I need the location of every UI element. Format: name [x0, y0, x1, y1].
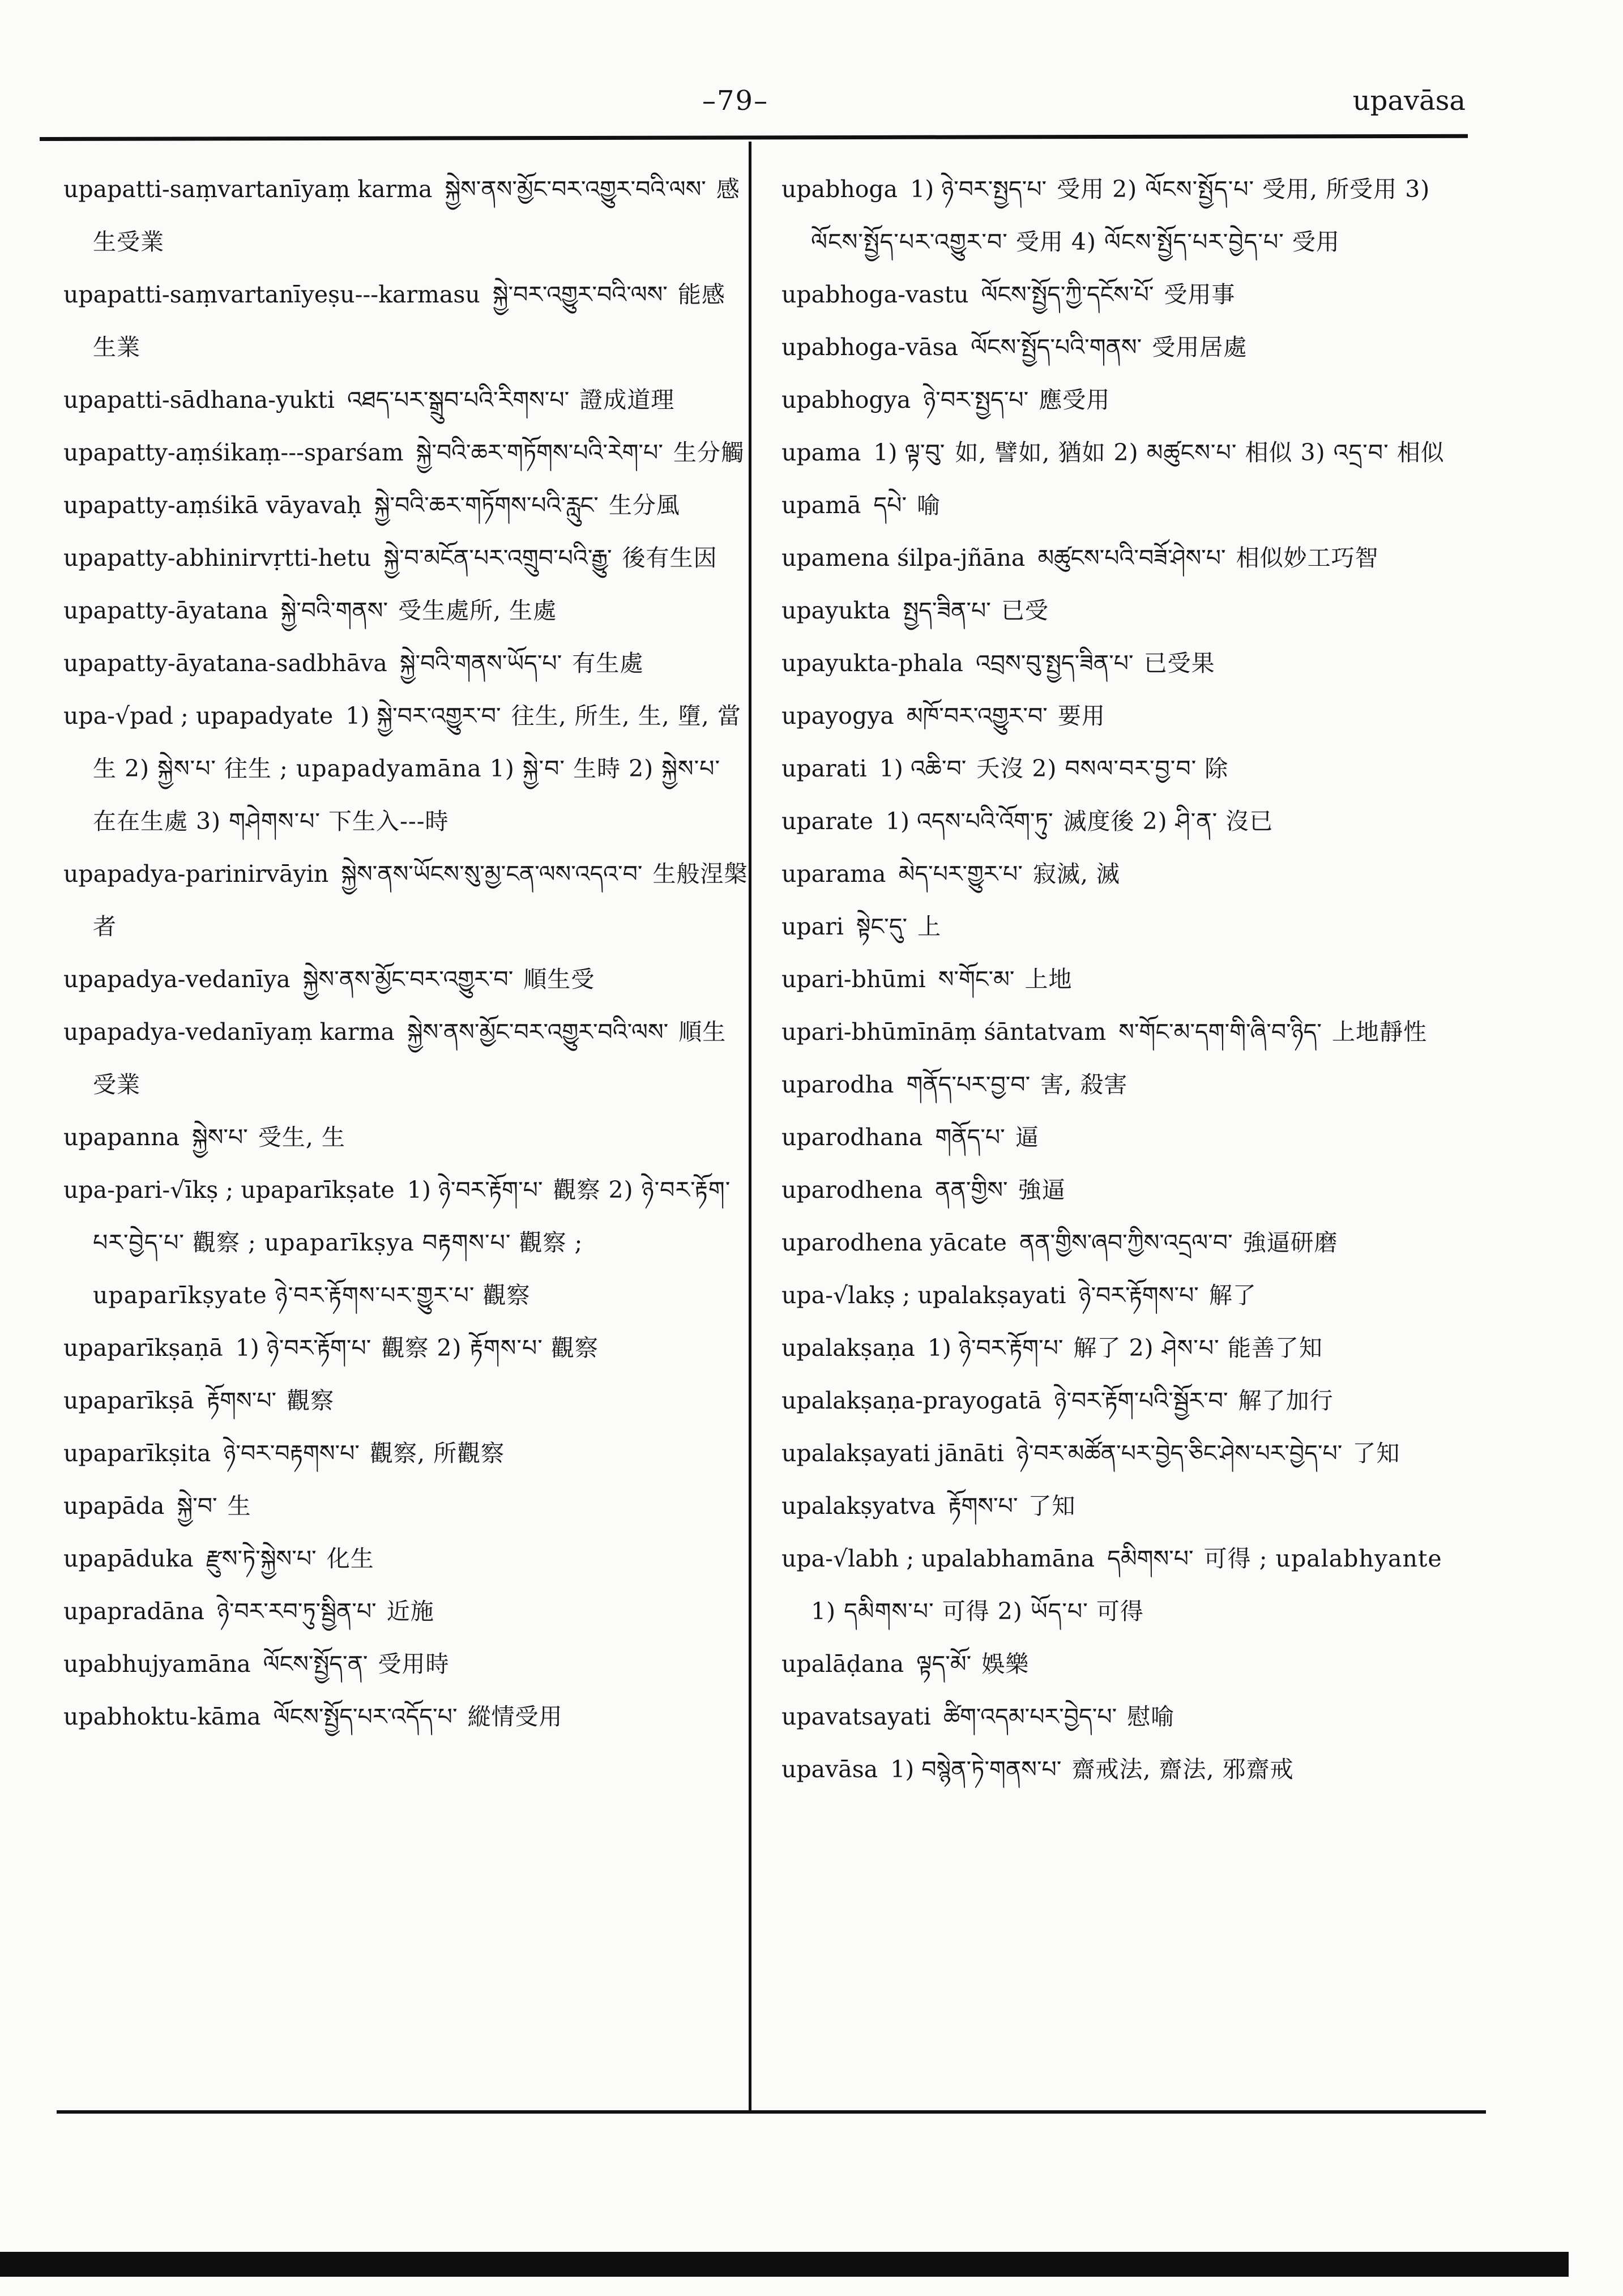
tibetan-equivalent: ས་གོང་མ་: [938, 966, 1015, 993]
dictionary-entry: [781, 1427, 1467, 1480]
chinese-equivalent: 了知: [1028, 1492, 1076, 1520]
dictionary-entry: [781, 1111, 1467, 1164]
tibetan-equivalent: མེད་པར་གྱུར་པ་: [898, 860, 1023, 887]
headword: upapanna: [63, 1124, 180, 1151]
dictionary-entry: [63, 637, 749, 690]
headword: uparodhana: [781, 1124, 923, 1151]
chinese-equivalent: 上地靜性: [1332, 1018, 1427, 1045]
tibetan-equivalent: ཚིག་འདམ་པར་བྱེད་པ་: [943, 1703, 1117, 1730]
dictionary-entry: [63, 1480, 749, 1533]
tibetan-equivalent: སྐྱེ་བའི་ཆར་གཏོགས་པའི་རླུང་: [374, 492, 599, 519]
dictionary-entry: [63, 163, 749, 268]
dictionary-entry: [63, 848, 749, 953]
tibetan-equivalent: མཁོ་བར་འགྱུར་བ་: [906, 702, 1048, 729]
chinese-equivalent: 觀察: [287, 1387, 335, 1414]
tibetan-equivalent: 1) འདས་པའི་འོག་ཏུ་: [885, 808, 1053, 835]
headword: upalāḍana: [781, 1650, 904, 1678]
headword: upa-√labh ; upalabhamāna: [781, 1545, 1095, 1572]
chinese-equivalent: 夭沒 2) བསལ་བར་བྱ་བ་ 除: [976, 755, 1229, 782]
headword: upapradāna: [63, 1598, 204, 1625]
chinese-equivalent: 上: [917, 913, 942, 940]
headword: upabhujyamāna: [63, 1650, 251, 1678]
dictionary-entry: [781, 742, 1467, 795]
tibetan-equivalent: སྐྱེས་ནས་མྱོང་བར་འགྱུར་བ་: [302, 966, 514, 993]
headword: uparama: [781, 860, 886, 887]
chinese-equivalent: 滅度後 2) ཤི་ན་ 沒已: [1063, 808, 1274, 835]
tibetan-equivalent: གནོད་པར་བྱ་བ་: [906, 1071, 1031, 1098]
dictionary-entry: [781, 1480, 1467, 1533]
headword: upabhoga-vāsa: [781, 334, 959, 361]
headword: upa-pari-√īkṣ ; upaparīkṣate: [63, 1176, 395, 1204]
headword: upapatty-āyatana-sadbhāva: [63, 650, 387, 677]
chinese-equivalent: 生: [227, 1492, 251, 1520]
dictionary-entry: [781, 321, 1467, 374]
dictionary-entry: [781, 532, 1467, 584]
tibetan-equivalent: ལོངས་སྤྱོད་ཀྱི་དངོས་པོ་: [981, 281, 1154, 308]
dictionary-entry: [63, 1585, 749, 1638]
tibetan-equivalent: 1) འཆི་བ་: [879, 755, 967, 782]
chinese-equivalent: 順生受業: [93, 1018, 727, 1098]
headword: uparati: [781, 755, 867, 782]
dictionary-entry: [781, 1006, 1467, 1059]
dictionary-entry: [63, 584, 749, 637]
chinese-equivalent: 應受用: [1039, 386, 1111, 413]
tibetan-equivalent: སྟེང་དུ་: [856, 913, 908, 940]
dictionary-entry: [781, 637, 1467, 690]
tibetan-equivalent: 1) ཉེ་བར་རྟོག་པ་: [235, 1334, 371, 1362]
dictionary-entry: [781, 901, 1467, 953]
tibetan-equivalent: སྐྱེས་པ་: [192, 1124, 248, 1151]
left-column: [63, 163, 749, 1743]
tibetan-equivalent: ས་གོང་མ་དག་གི་ཞི་བ་ཉིད་: [1118, 1018, 1322, 1045]
chinese-equivalent: 受用居處: [1152, 334, 1248, 361]
chinese-equivalent: 受生處所, 生處: [398, 597, 557, 624]
headword: upavāsa: [781, 1756, 878, 1783]
tibetan-equivalent: སྐྱེས་ནས་ཡོངས་སུ་མྱ་ངན་ལས་འདའ་བ་: [341, 860, 643, 887]
tibetan-equivalent: 1) ལྟ་བུ་: [873, 439, 945, 466]
chinese-equivalent: 娛樂: [981, 1650, 1030, 1678]
dictionary-entry: [781, 479, 1467, 532]
headword: upalakṣaṇa: [781, 1334, 915, 1362]
chinese-equivalent: 解了加行: [1238, 1387, 1334, 1414]
tibetan-equivalent: སྐྱེ་བ་མངོན་པར་འགྲུབ་པའི་རྒྱུ་: [383, 544, 612, 571]
chinese-equivalent: 能感生業: [93, 281, 725, 361]
headword: upapadya-vedanīyaṃ karma: [63, 1018, 395, 1045]
dictionary-entry: [63, 1691, 749, 1743]
headword: upamena śilpa-jñāna: [781, 544, 1026, 571]
tibetan-equivalent: སྐྱེ་བའི་གནས་ཡོད་པ་: [399, 650, 562, 677]
headword: upapadya-vedanīya: [63, 966, 291, 993]
chinese-equivalent: 喻: [917, 492, 941, 519]
tibetan-equivalent: དམིགས་པ་: [1107, 1545, 1194, 1572]
dictionary-entry: [63, 1111, 749, 1164]
chinese-equivalent: 順生受: [523, 966, 595, 993]
headword: uparodhena yācate: [781, 1229, 1007, 1256]
chinese-equivalent: 有生處: [572, 650, 644, 677]
chinese-equivalent: 齋戒法, 齋法, 邪齋戒: [1071, 1756, 1294, 1783]
tibetan-equivalent: སྐྱེས་ནས་མྱོང་བར་འགྱུར་བའི་ལས་: [445, 176, 706, 203]
headword: upabhogya: [781, 386, 911, 413]
dictionary-entry: [63, 426, 749, 479]
dictionary-entry: [63, 1638, 749, 1691]
headword: upa-√pad ; upapadyate: [63, 702, 334, 729]
dictionary-entry: [63, 1375, 749, 1427]
headword: upama: [781, 439, 861, 466]
chinese-equivalent: 觀察 2) རྟོགས་པ་ 觀察: [381, 1334, 599, 1362]
dictionary-entry: [63, 1006, 749, 1111]
tibetan-equivalent: འབྲས་བུ་སྤྱད་ཟིན་པ་: [975, 650, 1134, 677]
right-column: [781, 163, 1467, 1796]
tibetan-equivalent: འཐད་པར་སྒྲུབ་པའི་རིགས་པ་: [347, 386, 570, 413]
chinese-equivalent: 感生受業: [93, 176, 740, 255]
chinese-equivalent: 受生, 生: [258, 1124, 345, 1151]
headword: upabhoga: [781, 176, 898, 203]
dictionary-entry: [781, 426, 1467, 479]
headword: upapāduka: [63, 1545, 194, 1572]
chinese-equivalent: 寂滅, 滅: [1032, 860, 1121, 887]
headword: upavatsayati: [781, 1703, 931, 1730]
dictionary-entry: [781, 1375, 1467, 1427]
dictionary-entry: [781, 374, 1467, 426]
headword: upari-bhūmīnāṃ śāntatvam: [781, 1018, 1107, 1045]
tibetan-equivalent: ཉེ་བར་སྤྱད་པ་: [923, 386, 1029, 413]
chinese-equivalent: 解了 2) ཤེས་པ་ 能善了知: [1073, 1334, 1323, 1362]
dictionary-entry: [63, 374, 749, 426]
tibetan-equivalent: 1) བསྙེན་ཏེ་གནས་པ་: [890, 1756, 1062, 1783]
headword: uparodha: [781, 1071, 894, 1098]
chinese-equivalent: 證成道理: [579, 386, 675, 413]
dictionary-entry: [781, 1743, 1467, 1796]
tibetan-equivalent: 1) ཉེ་བར་སྤྱད་པ་: [910, 176, 1047, 203]
dictionary-entry: [781, 795, 1467, 848]
chinese-equivalent: 如, 譬如, 猶如 2) མཚུངས་པ་ 相似 3) འདྲ་བ་ 相似: [955, 439, 1445, 466]
dictionary-entry: [781, 690, 1467, 742]
headword: upapatti-saṃvartanīyaṃ karma: [63, 176, 433, 203]
headword: uparate: [781, 808, 873, 835]
tibetan-equivalent: རྟོགས་པ་: [948, 1492, 1018, 1520]
tibetan-equivalent: 1) ཉེ་བར་རྟོག་པ་: [407, 1176, 543, 1204]
tibetan-equivalent: ནན་གྱིས་: [935, 1176, 1008, 1204]
headword: uparodhena: [781, 1176, 923, 1204]
dictionary-entry: [781, 1164, 1467, 1217]
chinese-equivalent: 觀察, 所觀察: [370, 1440, 505, 1467]
headword: upaparīkṣā: [63, 1387, 194, 1414]
dictionary-entry: [781, 1322, 1467, 1375]
tibetan-equivalent: སྐྱེ་བའི་གནས་: [280, 597, 388, 624]
chinese-equivalent: 受用 2) ལོངས་སྤྱོད་པ་ 受用, 所受用 3) ལོངས་སྤྱོད་པར་འགྱུར་བ་ 受用 4) ལོངས་སྤྱོད་པར་བྱེད་པ་ 受用: [811, 176, 1430, 255]
chinese-equivalent: 害, 殺害: [1040, 1071, 1128, 1098]
chinese-equivalent: 生分觸: [673, 439, 745, 466]
headword: upapatti-sādhana-yukti: [63, 386, 335, 413]
headword: upapatty-aṃśikā vāyavaḥ: [63, 492, 362, 519]
dictionary-entry: [63, 953, 749, 1006]
tibetan-equivalent: ནན་གྱིས་ཞབ་ཀྱིས་འདྲལ་བ་: [1019, 1229, 1233, 1256]
tibetan-equivalent: སྐྱེ་བར་འགྱུར་བའི་ལས་: [492, 281, 668, 308]
tibetan-equivalent: སྐྱེས་ནས་མྱོང་བར་འགྱུར་བའི་ལས་: [407, 1018, 669, 1045]
dictionary-entry: [781, 848, 1467, 901]
headword: upayukta: [781, 597, 891, 624]
dictionary-entry: [781, 584, 1467, 637]
headword: upamā: [781, 492, 861, 519]
dictionary-entry: [63, 1322, 749, 1375]
headword: upaparīkṣita: [63, 1440, 211, 1467]
headword: upapatti-saṃvartanīyeṣu---karmasu: [63, 281, 480, 308]
column-divider: [749, 142, 751, 2114]
headword: upabhoktu-kāma: [63, 1703, 261, 1730]
chinese-equivalent: 相似妙工巧智: [1236, 544, 1379, 571]
headword: upabhoga-vastu: [781, 281, 969, 308]
dictionary-entry: [781, 163, 1467, 268]
bottom-rule: [57, 2110, 1486, 2114]
tibetan-equivalent: སྐྱེ་བའི་ཆར་གཏོགས་པའི་རེག་པ་: [416, 439, 663, 466]
chinese-equivalent: 強逼研磨: [1242, 1229, 1338, 1256]
dictionary-entry: [63, 532, 749, 584]
tibetan-equivalent: སྐྱེ་བ་: [177, 1492, 217, 1520]
chinese-equivalent: 逼: [1015, 1124, 1039, 1151]
headword: upari-bhūmi: [781, 966, 926, 993]
dictionary-entry: [63, 1427, 749, 1480]
chinese-equivalent: 解了: [1208, 1282, 1257, 1309]
dictionary-entry: [63, 690, 749, 848]
chinese-equivalent: 已受果: [1143, 650, 1215, 677]
tibetan-equivalent: ལོངས་སྤྱོད་པར་འདོད་པ་: [273, 1703, 458, 1730]
dictionary-entry: [781, 1533, 1467, 1638]
tibetan-equivalent: ཉེ་བར་མཚོན་པར་བྱེད་ཅིང་ཤེས་པར་བྱེད་པ་: [1016, 1440, 1343, 1467]
headword: upapatty-āyatana: [63, 597, 268, 624]
headword: upari: [781, 913, 844, 940]
top-rule: [40, 134, 1468, 141]
headword: upapatty-aṃśikaṃ---sparśam: [63, 439, 404, 466]
headword: upayogya: [781, 702, 894, 729]
tibetan-equivalent: དཔེ་: [873, 492, 907, 519]
running-head: upavāsa: [1352, 85, 1466, 117]
tibetan-equivalent: ཉེ་བར་རྟོག་པའི་སྦྱོར་བ་: [1054, 1387, 1228, 1414]
chinese-equivalent: 可得 ; upalabhyante 1) དམིགས་པ་ 可得 2) ཡོད་པ་ 可得: [811, 1545, 1442, 1625]
chinese-equivalent: 近施: [386, 1598, 434, 1625]
chinese-equivalent: 生般涅槃者: [93, 860, 748, 940]
tibetan-equivalent: ཉེ་བར་རབ་ཏུ་སྦྱིན་པ་: [216, 1598, 377, 1625]
headword: upalakṣyatva: [781, 1492, 936, 1520]
tibetan-equivalent: མཚུངས་པའི་བཟོ་ཤེས་པ་: [1037, 544, 1226, 571]
headword: upalakṣaṇa-prayogatā: [781, 1387, 1042, 1414]
tibetan-equivalent: ལྟད་མོ་: [916, 1650, 972, 1678]
chinese-equivalent: 受用事: [1164, 281, 1236, 308]
tibetan-equivalent: རྟོགས་པ་: [206, 1387, 277, 1414]
tibetan-equivalent: ཉེ་བར་རྟོགས་པ་: [1078, 1282, 1199, 1309]
chinese-equivalent: 慰喻: [1127, 1703, 1175, 1730]
tibetan-equivalent: ཉེ་བར་བརྟགས་པ་: [223, 1440, 360, 1467]
tibetan-equivalent: རྫུས་ཏེ་སྐྱེས་པ་: [206, 1545, 317, 1572]
headword: upa-√lakṣ ; upalakṣayati: [781, 1282, 1066, 1309]
dictionary-entry: [781, 1638, 1467, 1691]
dictionary-entry: [781, 1691, 1467, 1743]
chinese-equivalent: 往生, 所生, 生, 墮, 當生 2) སྐྱེས་པ་ 往生 ; upapadyamāna 1) སྐྱེ་བ་ 生時 2) སྐྱེས་པ་ 在在生處 3) གཤེགས་པ་ 下生入---時: [93, 702, 741, 835]
tibetan-equivalent: གནོད་པ་: [935, 1124, 1005, 1151]
chinese-equivalent: 強逼: [1018, 1176, 1066, 1204]
chinese-equivalent: 後有生因: [622, 544, 717, 571]
chinese-equivalent: 生分風: [608, 492, 680, 519]
dictionary-entry: [781, 1217, 1467, 1269]
dictionary-entry: [781, 1269, 1467, 1322]
tibetan-equivalent: ལོངས་སྤྱོད་པའི་གནས་: [971, 334, 1142, 361]
headword: upapāda: [63, 1492, 165, 1520]
headword: upapatty-abhinirvṛtti-hetu: [63, 544, 371, 571]
chinese-equivalent: 化生: [326, 1545, 374, 1572]
scan-edge-band: [0, 2252, 1569, 2277]
tibetan-equivalent: ལོངས་སྤྱོད་ན་: [263, 1650, 368, 1678]
headword: upaparīkṣaṇā: [63, 1334, 223, 1362]
dictionary-entry: [63, 479, 749, 532]
dictionary-entry: [781, 1059, 1467, 1111]
chinese-equivalent: 了知: [1352, 1440, 1400, 1467]
tibetan-equivalent: སྤྱད་ཟིན་པ་: [903, 597, 991, 624]
chinese-equivalent: 受用時: [378, 1650, 450, 1678]
dictionary-entry: [781, 953, 1467, 1006]
chinese-equivalent: 觀察 2) ཉེ་བར་རྟོག་པར་བྱེད་པ་ 觀察 ; upaparīkṣya བརྟགས་པ་ 觀察 ; upaparīkṣyate ཉེ་བར་རྟོགས་པར་གྱུར་པ་ 觀察: [93, 1176, 731, 1309]
chinese-equivalent: 已受: [1001, 597, 1049, 624]
tibetan-equivalent: 1) ཉེ་བར་རྟོག་པ་: [927, 1334, 1064, 1362]
dictionary-entry: [781, 268, 1467, 321]
page-number: –79–: [702, 85, 769, 117]
headword: upayukta-phala: [781, 650, 963, 677]
dictionary-entry: [63, 268, 749, 374]
tibetan-equivalent: 1) སྐྱེ་བར་འགྱུར་བ་: [345, 702, 501, 729]
headword: upapadya-parinirvāyin: [63, 860, 329, 887]
chinese-equivalent: 要用: [1057, 702, 1105, 729]
chinese-equivalent: 縱情受用: [467, 1703, 563, 1730]
dictionary-entry: [63, 1164, 749, 1322]
chinese-equivalent: 上地: [1024, 966, 1073, 993]
dictionary-entry: [63, 1533, 749, 1585]
headword: upalakṣayati jānāti: [781, 1440, 1004, 1467]
